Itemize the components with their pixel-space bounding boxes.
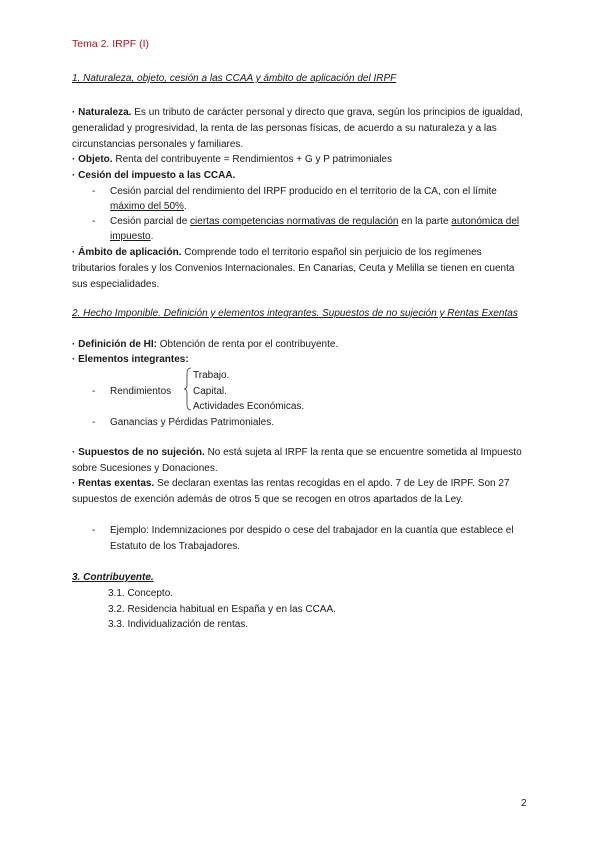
ganancias-item: Ganancias y Pérdidas Patrimoniales.: [110, 417, 274, 428]
cesion-label: · Cesión del impuesto a las CCAA.: [72, 170, 236, 181]
supuestos-line-1: · Supuestos de no sujeción. No está sujeta al IRPF la renta que se encuentre sometida al Impuesto: [72, 447, 522, 458]
trabajo-item: Trabajo.: [193, 370, 230, 381]
objeto-text: Renta del contribuyente = Rendimientos + G y P patrimoniales: [112, 154, 392, 165]
bullet-dash: -: [92, 417, 96, 428]
definicion-label: · Definición de HI:: [72, 339, 157, 350]
naturaleza-paragraph-line-2: generalidad y progresividad, la renta de las personas físicas, de acuerdo a su naturaleza y a las: [72, 123, 497, 134]
bullet-dash: -: [92, 216, 96, 227]
exentas-line-2: supuestos de exención además de otros 5 que se recogen en otros apartados de la Ley.: [72, 494, 464, 505]
objeto-line: [72, 152, 392, 168]
naturaleza-paragraph-line-1: [72, 105, 523, 121]
ambito-line-2: tributarios forales y los Convenios Internacionales. En Canarias, Ceuta y Melilla se tienen en cuenta: [72, 263, 515, 274]
page-header: Tema 2. IRPF (I): [72, 38, 150, 50]
cesion-bullet-2-line-1: Cesión parcial de ciertas competencias normativas de regulación en la parte autonómica del: [110, 216, 520, 227]
brace-icon: [184, 367, 192, 411]
ejemplo-line-2: Estatuto de los Trabajadores.: [110, 541, 241, 552]
contribuyente-item: 3.3. Individualización de rentas.: [108, 619, 249, 630]
elementos-label: · Elementos integrantes:: [72, 354, 189, 365]
actividades-item: Actividades Económicas.: [193, 401, 305, 412]
ejemplo-line-1: Ejemplo: Indemnizaciones por despido o cese del trabajador en la cuantía que establece el: [110, 525, 514, 536]
rendimientos-label: Rendimientos: [110, 386, 172, 397]
ambito-label: · Ámbito de aplicación.: [72, 247, 182, 258]
section-3-title: 3. Contribuyente.: [72, 572, 154, 583]
contribuyente-item: 3.2. Residencia habitual en España y en las CCAA.: [108, 604, 336, 615]
cesion-bullet-1-line-2: máximo del 50%.: [110, 201, 187, 212]
bullet-dash: -: [92, 525, 96, 536]
bullet-dash: -: [92, 386, 96, 397]
page-number: 2: [521, 798, 527, 809]
cesion-limit-text: máximo del 50%: [110, 201, 184, 212]
definicion-line: · Definición de HI: Obtención de renta por el contribuyente.: [72, 339, 339, 350]
competencias-text: ciertas competencias normativas de regulación: [190, 216, 399, 227]
ambito-line-3: sus especialidades.: [72, 279, 160, 290]
bullet-dash: -: [92, 186, 96, 197]
naturaleza-label: · Naturaleza.: [72, 107, 132, 118]
ambito-line-1: · Ámbito de aplicación. Comprende todo el territorio español sin perjuicio de los regímenes: [72, 247, 482, 258]
cesion-bullet-2-line-2: impuesto.: [110, 231, 154, 242]
objeto-label: · Objeto.: [72, 154, 113, 165]
cesion-bullet-1-line-1: Cesión parcial del rendimiento del IRPF producido en el territorio de la CA, con el límite: [110, 186, 497, 197]
exentas-line-1: · Rentas exentas. Se declaran exentas las rentas recogidas en el apdo. 7 de Ley de IRPF. Son 27: [72, 478, 510, 489]
contribuyente-item: 3.1. Concepto.: [108, 588, 174, 599]
naturaleza-paragraph-line-3: circunstancias personales y familiares.: [72, 139, 244, 150]
autonomica-text: autonómica del: [451, 216, 520, 227]
section-2-title: 2. Hecho Imponible. Definición y elementos integrantes. Supuestos de no sujeción y Rentas Exentas: [72, 308, 518, 319]
supuestos-line-2: sobre Sucesiones y Donaciones.: [72, 463, 218, 474]
capital-item: Capital.: [193, 386, 227, 397]
supuestos-label: · Supuestos de no sujeción.: [72, 447, 205, 458]
naturaleza-text: Es un tributo de carácter personal y directo que grava, según los principios de igualdad,: [131, 107, 523, 118]
exentas-label: · Rentas exentas.: [72, 478, 155, 489]
section-1-title: 1. Naturaleza, objeto, cesión a las CCAA y ámbito de aplicación del IRPF: [72, 73, 397, 84]
